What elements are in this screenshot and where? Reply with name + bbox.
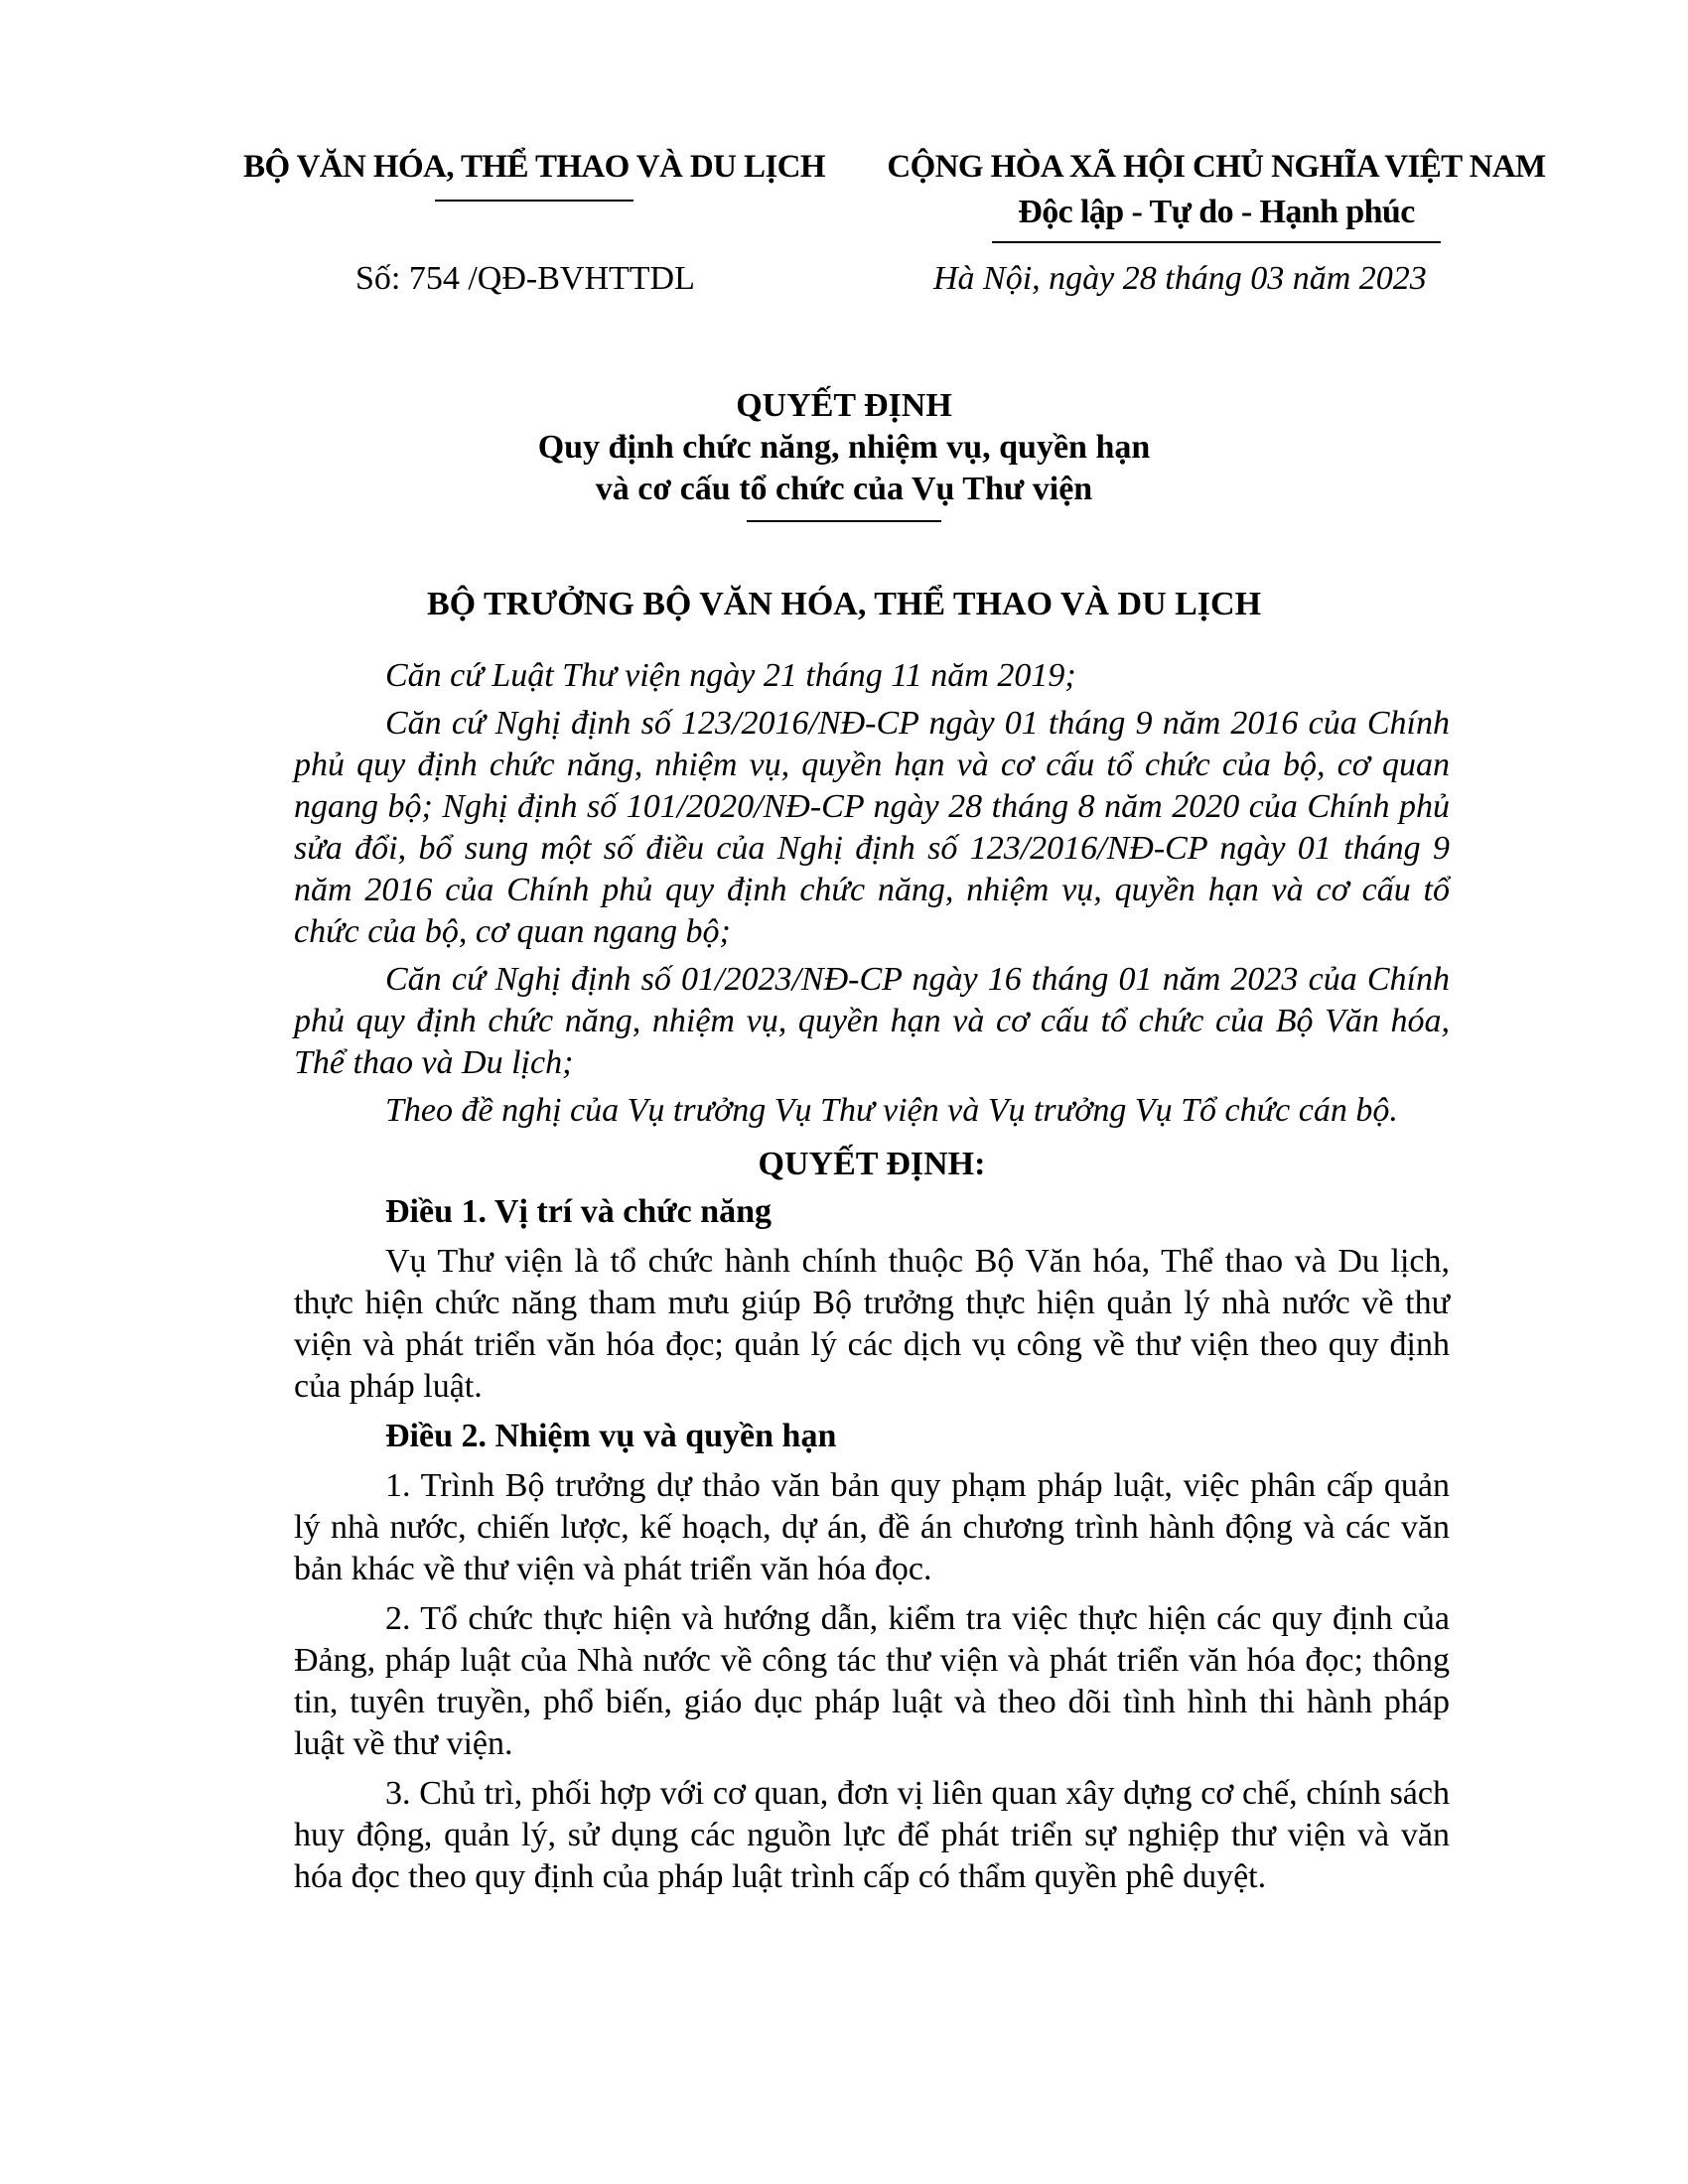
issuing-agency-block — [226, 149, 842, 202]
document-body — [294, 655, 1450, 1906]
legal-basis-2: Căn cứ Nghị định số 123/2016/NĐ-CP ngày 01 tháng 9 năm 2016 của Chính phủ quy định chức năng, nhiệm vụ, quyền hạn và cơ cấu tổ chức của bộ, cơ quan ngang bộ; Nghị định số 101/2020/NĐ-CP ngày 28 tháng 8 năm 2020 của Chính phủ sửa đổi, bổ sung một số điều của Nghị định số 123/2016/NĐ-CP ngày 01 tháng 9 năm 2016 của Chính phủ quy định chức năng, nhiệm vụ, quyền hạn và cơ cấu tổ chức của bộ, cơ quan ngang bộ; — [294, 705, 1450, 950]
document-subject-line-1: Quy định chức năng, nhiệm vụ, quyền hạn — [537, 429, 1151, 466]
article-1-title: Điều 1. Vị trí và chức năng — [385, 1193, 773, 1230]
legal-basis-1: Căn cứ Luật Thư viện ngày 21 tháng 11 năm 2019; — [385, 657, 1076, 694]
issuing-agency: BỘ VĂN HÓA, THỂ THAO VÀ DU LỊCH — [243, 149, 825, 185]
article-2-item-1: 1. Trình Bộ trưởng dự thảo văn bản quy phạm pháp luật, việc phân cấp quản lý nhà nước, chiến lược, kế hoạch, dự án, đề án chương trình hành động và các văn bản khác về thư viện và phát triển văn hóa đọc. — [294, 1467, 1450, 1587]
national-motto: Độc lập - Tự do - Hạnh phúc — [1018, 194, 1415, 230]
agency-underline — [435, 200, 633, 202]
legal-basis-4: Theo đề nghị của Vụ trưởng Vụ Thư viện và Vụ trưởng Vụ Tổ chức cán bộ. — [385, 1092, 1398, 1129]
article-2-title: Điều 2. Nhiệm vụ và quyền hạn — [385, 1418, 837, 1454]
national-header-block — [874, 149, 1559, 243]
legal-basis-3: Căn cứ Nghị định số 01/2023/NĐ-CP ngày 16 tháng 01 năm 2023 của Chính phủ quy định chức năng, nhiệm vụ, quyền hạn và cơ cấu tổ chức của Bộ Văn hóa, Thể thao và Du lịch; — [294, 961, 1450, 1081]
document-subject-line-2: và cơ cấu tổ chức của Vụ Thư viện — [595, 471, 1093, 507]
issuing-authority: BỘ TRƯỞNG BỘ VĂN HÓA, THỂ THAO VÀ DU LỊCH — [426, 586, 1262, 622]
article-1-text: Vụ Thư viện là tổ chức hành chính thuộc Bộ Văn hóa, Thể thao và Du lịch, thực hiện chức năng tham mưu giúp Bộ trưởng thực hiện quản lý nhà nước về thư viện và phát triển văn hóa đọc; quản lý các dịch vụ công về thư viện theo quy định của pháp luật. — [294, 1243, 1450, 1405]
article-2-item-3: 3. Chủ trì, phối hợp với cơ quan, đơn vị liên quan xây dựng cơ chế, chính sách huy động, quản lý, sử dụng các nguồn lực để phát triển sự nghiệp thư viện và văn hóa đọc theo quy định của pháp luật trình cấp có thẩm quyền phê duyệt. — [294, 1775, 1450, 1895]
motto-underline — [992, 241, 1441, 243]
article-2-item-2: 2. Tổ chức thực hiện và hướng dẫn, kiểm tra việc thực hiện các quy định của Đảng, pháp luật của Nhà nước về công tác thư viện và phát triển văn hóa đọc; thông tin, tuyên truyền, phổ biến, giáo dục pháp luật và theo dõi tình hình thi hành pháp luật về thư viện. — [294, 1600, 1450, 1762]
national-title: CỘNG HÒA XÃ HỘI CHỦ NGHĨA VIỆT NAM — [887, 149, 1546, 185]
document-number: Số: 754 /QĐ-BVHTTDL — [355, 260, 695, 297]
document-title-block — [298, 385, 1390, 522]
decision-heading: QUYẾT ĐỊNH: — [758, 1146, 986, 1182]
place-and-date: Hà Nội, ngày 28 tháng 03 năm 2023 — [933, 260, 1427, 297]
title-underline — [747, 520, 941, 522]
document-type: QUYẾT ĐỊNH — [736, 387, 952, 424]
